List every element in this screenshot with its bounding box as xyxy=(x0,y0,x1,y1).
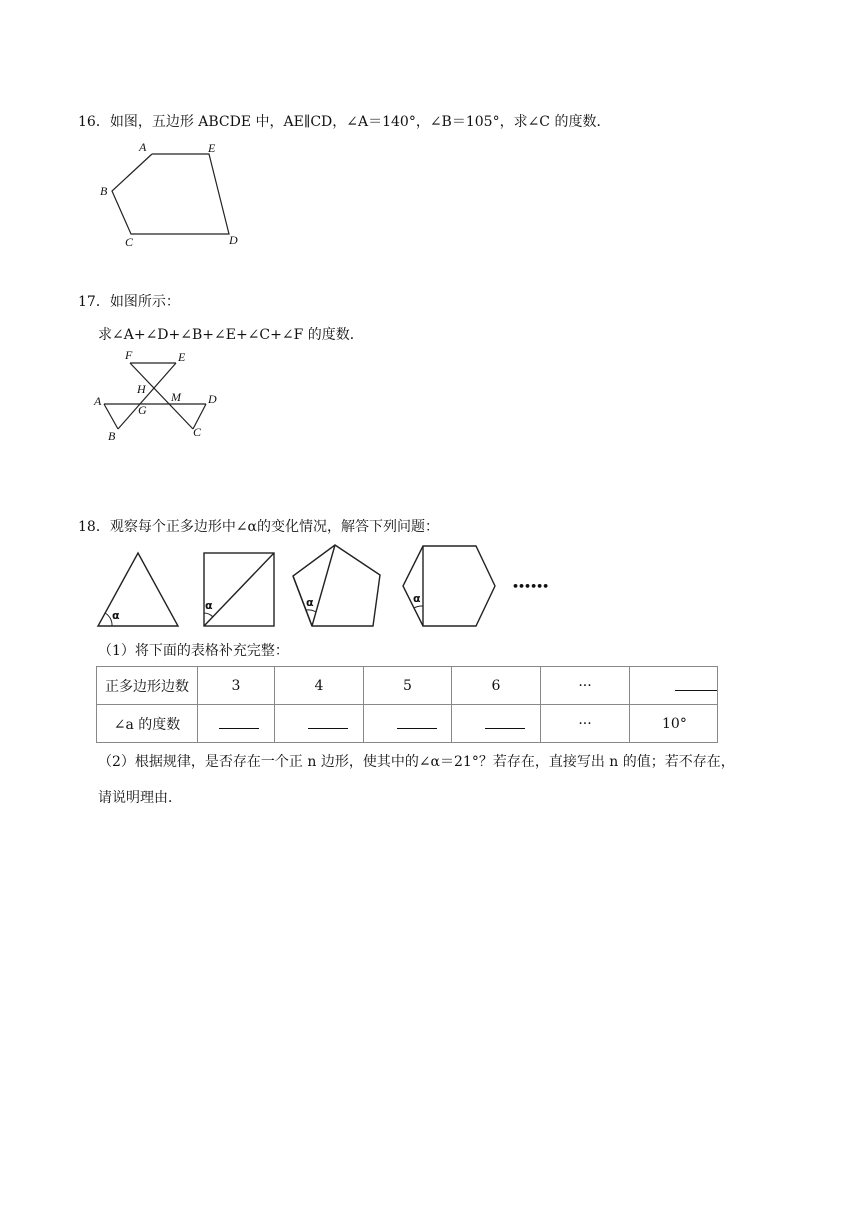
answer-blank[interactable] xyxy=(397,714,437,729)
label-g: G xyxy=(138,403,147,417)
label-m: M xyxy=(171,390,181,404)
question-16-text: 16．如图，五边形 ABCDE 中，AE∥CD，∠A＝140°，∠B＝105°，求∠C 的度数． xyxy=(78,114,611,130)
question-18-title: 18．观察每个正多边形中∠α的变化情况，解答下列问题： xyxy=(78,519,439,535)
answer-blank[interactable] xyxy=(485,714,525,729)
label-a: A xyxy=(139,140,147,154)
label-h: H xyxy=(137,382,146,396)
answer-blank[interactable] xyxy=(308,714,348,729)
question-17-text: 求∠A+∠D+∠B+∠E+∠C+∠F 的度数． xyxy=(98,327,364,343)
label-c: C xyxy=(125,235,134,249)
answer-blank[interactable] xyxy=(219,714,259,729)
label-c2: C xyxy=(193,425,202,439)
table-cell: 3 xyxy=(198,667,275,705)
table-row xyxy=(97,667,718,705)
label-e: E xyxy=(208,141,216,155)
alpha-label-2: α xyxy=(205,599,213,612)
alpha-label-3: α xyxy=(306,596,314,609)
label-b: B xyxy=(100,184,108,198)
table-cell: 6 xyxy=(452,667,541,705)
pentagon-figure xyxy=(95,138,255,253)
table-cell-blank[interactable] xyxy=(275,705,364,743)
table-cell-blank[interactable] xyxy=(364,705,452,743)
ellipsis-dots: •••••• xyxy=(512,580,549,593)
question-18-part2-line2: 请说明理由． xyxy=(98,790,182,806)
question-18-part2-line1: （2）根据规律，是否存在一个正 n 边形，使其中的∠α＝21°？若存在，直接写出 n 的值；若不存在， xyxy=(98,754,735,770)
alpha-label-4: α xyxy=(413,592,421,605)
answer-blank[interactable] xyxy=(675,676,717,691)
label-b2: B xyxy=(108,429,116,443)
table-cell: ··· xyxy=(541,667,630,705)
label-d2: D xyxy=(208,392,217,406)
table-cell-header: ∠a 的度数 xyxy=(97,705,198,743)
table-cell: 4 xyxy=(275,667,364,705)
table-cell-blank[interactable] xyxy=(630,667,718,705)
alpha-label-1: α xyxy=(112,609,120,622)
label-e2: E xyxy=(178,350,186,364)
label-d: D xyxy=(229,233,238,247)
polygons-figure xyxy=(90,540,560,635)
table-cell: ··· xyxy=(541,705,630,743)
table-cell: 10° xyxy=(630,705,718,743)
table-cell: 5 xyxy=(364,667,452,705)
table-row xyxy=(97,705,718,743)
question-17-title: 17．如图所示： xyxy=(78,294,180,310)
table-cell-blank[interactable] xyxy=(452,705,541,743)
label-f: F xyxy=(125,348,133,362)
table-cell-header: 正多边形边数 xyxy=(97,667,198,705)
label-a2: A xyxy=(94,394,102,408)
table-cell-blank[interactable] xyxy=(198,705,275,743)
crossed-triangles-figure xyxy=(90,345,230,445)
question-18-part1: （1）将下面的表格补充完整： xyxy=(98,643,289,659)
answer-table xyxy=(96,666,718,743)
